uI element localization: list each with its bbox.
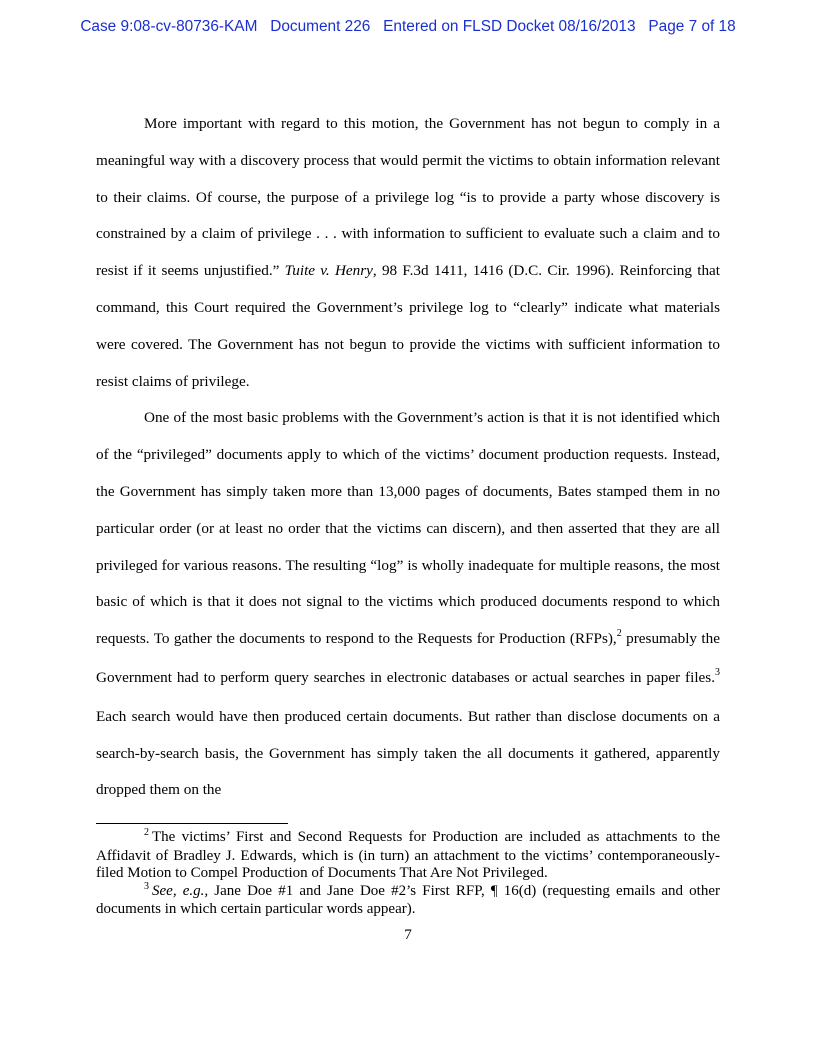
case-number: Case 9:08-cv-80736-KAM: [80, 18, 258, 35]
entered-date: Entered on FLSD Docket 08/16/2013: [383, 18, 636, 35]
paragraph-2: One of the most basic problems with the Government’s action is that it is not identified which of the “privileged” documents apply to which of the victims’ document production requests. Instead, the Government has simply taken more than 13,000 pages of documents, Bates stamped them in no particular order (or at least no order that the victims can discern), and then asserted that they are all privileged for various reasons. The resulting “log” is wholly inadequate for multiple reasons, the most basic of which is that it does not signal to the victims which produced documents respond to which requests. To gather the documents to respond to the Requests for Production (RFPs),$^2$ presumably the Government had to perform query searches in electronic databases or actual searches in paper files.$^3$ Each search would have then produced certain documents. But rather than disclose documents on a search-by-search basis, the Government has simply taken the all documents it gathered, apparently dropped them on the: [96, 409, 720, 799]
footnote-divider: [96, 823, 288, 824]
footnote-2: $^2$ The victims’ First and Second Requests for Production are included as attachments to the Affidavit of Bradley J. Edwards, which is (in turn) an attachment to the victims’ contemporaneously-filed Motion to Compel Production of Documents That Are Not Privileged.: [96, 827, 720, 881]
page-of-pages: Page 7 of 18: [648, 18, 736, 35]
footnote-ref-2: 2: [616, 628, 622, 640]
footnote-3: $^3$ See, e.g., Jane Doe #1 and Jane Doe #2’s First RFP, ¶ 16(d) (requesting emails and other documents in which certain particular words appear).: [96, 880, 720, 917]
footnotes: [96, 829, 720, 919]
paragraph-1: More important with regard to this motion, the Government has not begun to comply in a meaningful way with a discovery process that would permit the victims to obtain information relevant to their claims. Of course, the purpose of a privilege log “is to provide a party whose discovery is constrained by a claim of privilege . . . with information to sufficient to evaluate such a claim and to resist if it seems unjustified.” Tuite v. Henry, 98 F.3d 1411, 1416 (D.C. Cir. 1996). Reinforcing that command, this Court required the Government’s privilege log to “clearly” indicate what materials were covered. The Government has not begun to provide the victims with sufficient information to resist claims of privilege.: [96, 115, 721, 390]
case-citation: Tuite v. Henry: [284, 262, 373, 280]
body-text: [96, 106, 720, 809]
document-number: Document 226: [270, 18, 371, 35]
docket-header: [0, 18, 816, 36]
footnote-ref-3: 3: [715, 666, 720, 678]
page-number: 7: [404, 926, 412, 943]
